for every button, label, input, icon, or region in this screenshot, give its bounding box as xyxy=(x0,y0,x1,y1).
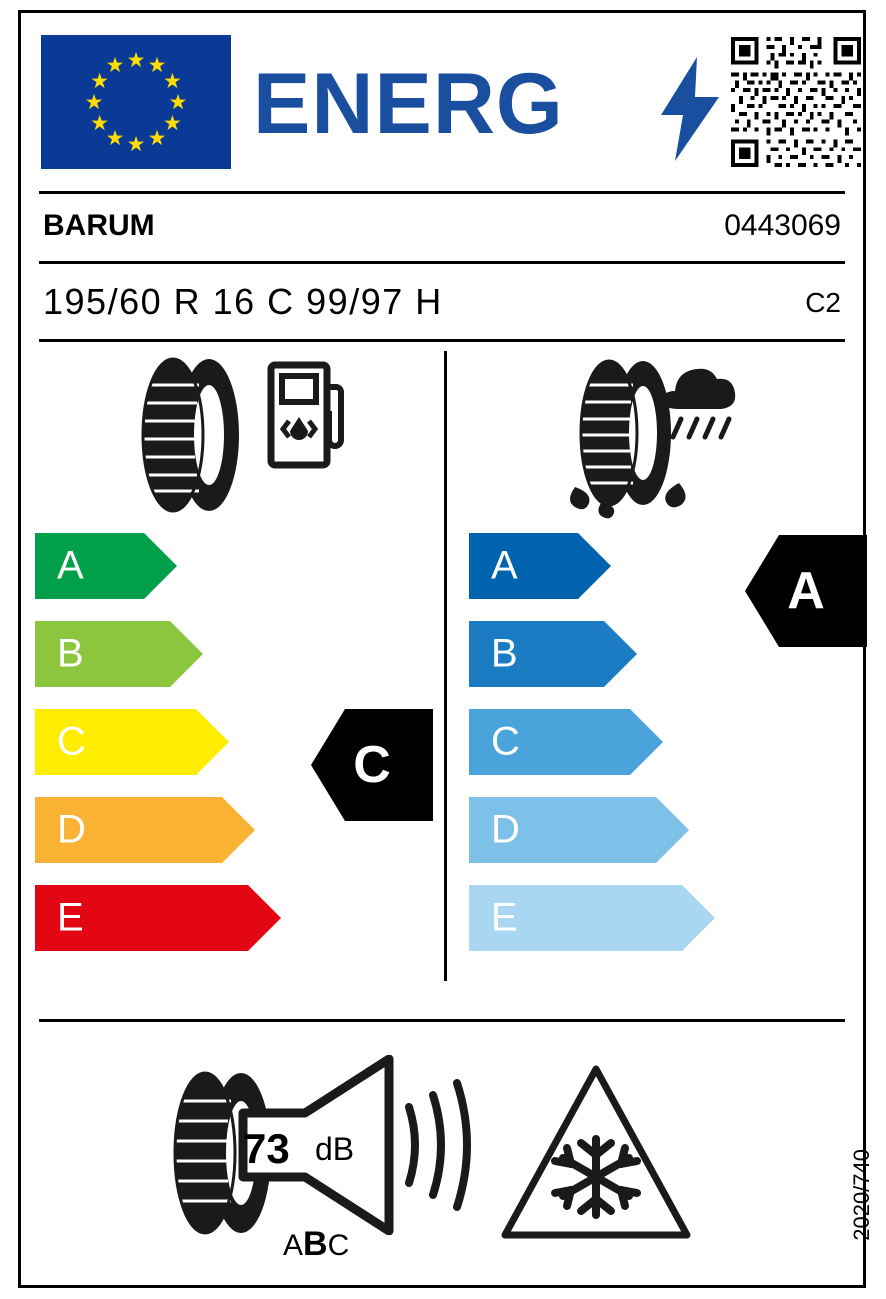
lightning-bolt-icon xyxy=(661,57,719,161)
wet-bar-letter: A xyxy=(491,543,518,588)
fuel-bar-d xyxy=(35,797,255,863)
brand-name: BARUM xyxy=(43,209,155,242)
label-header xyxy=(21,13,863,191)
ratings-section xyxy=(21,343,863,1013)
eu-star-icon: ★ xyxy=(126,48,146,72)
noise-class-scale xyxy=(283,1225,349,1264)
divider-top xyxy=(39,191,845,194)
fuel-bar-letter: B xyxy=(57,631,84,676)
fuel-rating-badge xyxy=(311,709,433,821)
wet-rating-letter: A xyxy=(787,562,825,620)
divider-size xyxy=(39,339,845,342)
fuel-bar-a xyxy=(35,533,177,599)
eu-star-icon: ★ xyxy=(90,111,110,135)
eu-star-icon: ★ xyxy=(147,126,167,150)
wet-bar-b xyxy=(469,621,637,687)
energy-label xyxy=(18,10,874,1288)
noise-snow-section xyxy=(21,1025,863,1285)
eu-star-icon: ★ xyxy=(90,69,110,93)
divider-brand xyxy=(39,261,845,264)
eu-star-icon: ★ xyxy=(84,90,104,114)
tire-wet-icon xyxy=(557,355,737,525)
wet-bar-a xyxy=(469,533,611,599)
eu-star-icon: ★ xyxy=(162,111,182,135)
fuel-bar-letter: C xyxy=(57,719,86,764)
page-title: ENERG xyxy=(253,56,564,152)
qr-code-icon xyxy=(731,37,861,167)
wet-bar-letter: D xyxy=(491,807,520,852)
fuel-bar-letter: A xyxy=(57,543,84,588)
tyre-size: 195/60 R 16 C 99/97 H xyxy=(43,281,443,322)
fuel-pump-icon xyxy=(267,359,347,469)
fuel-bar-letter: D xyxy=(57,807,86,852)
eu-star-icon: ★ xyxy=(162,69,182,93)
wet-bar-c xyxy=(469,709,663,775)
fuel-bar-letter: E xyxy=(57,895,84,940)
tyre-class: C2 xyxy=(805,287,841,318)
regulation-reference: 2020/740 xyxy=(849,1149,874,1241)
eu-star-icon: ★ xyxy=(126,132,146,156)
wet-bar-letter: E xyxy=(491,895,518,940)
noise-class-c: C xyxy=(327,1229,350,1262)
wet-bar-letter: C xyxy=(491,719,520,764)
three-peak-mountain-snowflake-icon xyxy=(501,1063,691,1243)
eu-star-icon: ★ xyxy=(168,90,188,114)
wet-grip-rating-badge xyxy=(745,535,867,647)
eu-star-icon: ★ xyxy=(105,54,125,78)
eu-flag-icon xyxy=(41,35,231,169)
tire-icon xyxy=(131,355,251,515)
divider-bottom xyxy=(39,1019,845,1022)
fuel-bar-b xyxy=(35,621,203,687)
wet-bar-e xyxy=(469,885,715,951)
fuel-rating-letter: C xyxy=(353,736,391,794)
noise-class-b: B xyxy=(303,1225,328,1263)
wet-bar-letter: B xyxy=(491,631,518,676)
noise-class-a: A xyxy=(283,1229,304,1262)
noise-unit: dB xyxy=(315,1131,355,1167)
wet-bar-d xyxy=(469,797,689,863)
divider-vertical xyxy=(444,351,447,981)
eu-star-icon: ★ xyxy=(105,126,125,150)
fuel-bar-c xyxy=(35,709,229,775)
fuel-bar-e xyxy=(35,885,281,951)
noise-value: 73 xyxy=(243,1125,290,1172)
product-code: 0443069 xyxy=(724,209,841,242)
eu-star-icon: ★ xyxy=(147,54,167,78)
